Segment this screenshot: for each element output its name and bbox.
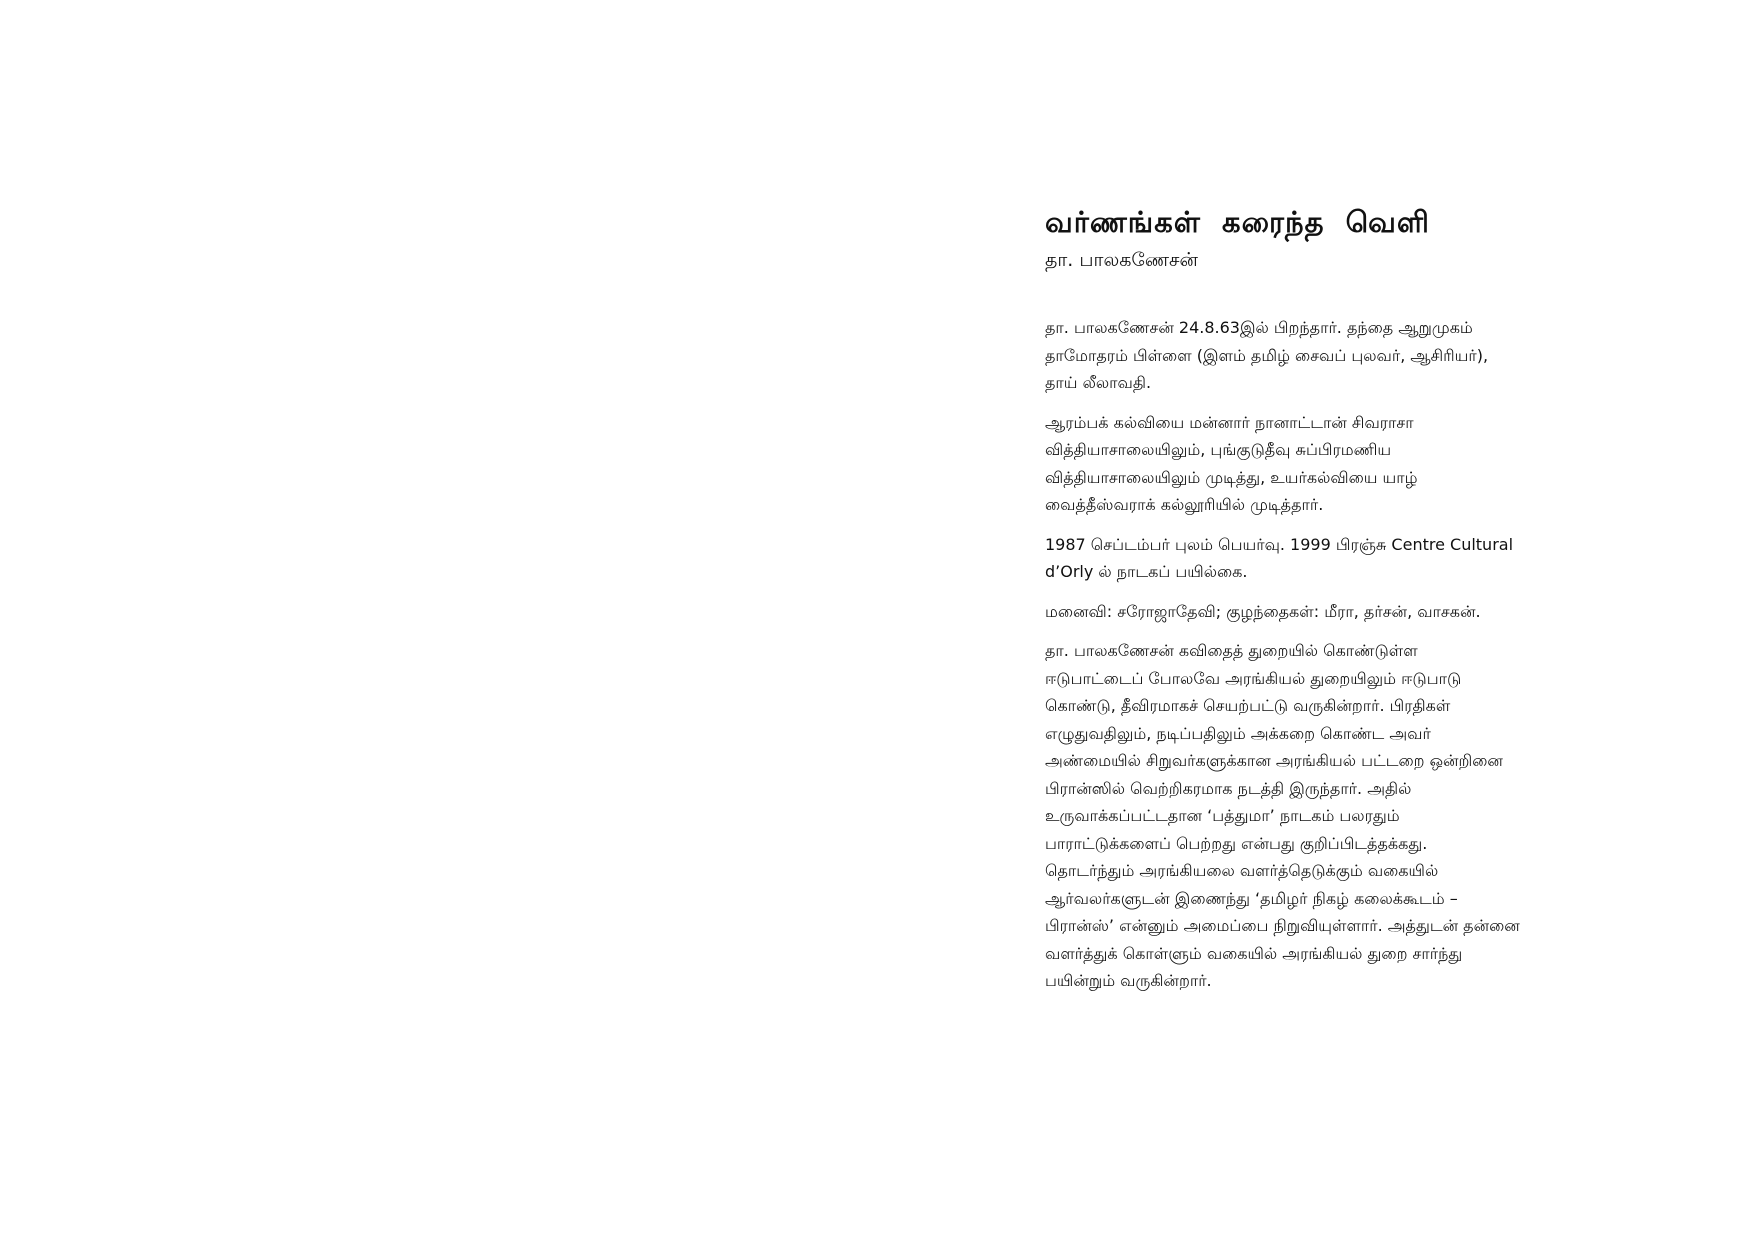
text-line: தா. பாலகணேசன் 24.8.63இல் பிறந்தார். தந்தை ஆறுமுகம் (1045, 318, 1473, 337)
book-title: வர்ணங்கள் கரைந்த வெளி (1045, 205, 1430, 239)
biography-paragraph (1045, 409, 1695, 519)
author-biography (1045, 314, 1695, 995)
text-line: தா. பாலகணேசன் கவிதைத் துறையில் கொண்டுள்ள (1045, 641, 1418, 660)
text-line: பயின்றும் வருகின்றார். (1045, 971, 1212, 990)
biography-paragraph (1045, 598, 1695, 626)
right-page (1045, 200, 1695, 1007)
text-line: ஆர்வலர்களுடன் இணைந்து ‘தமிழர் நிகழ் கலைக்கூடம் – (1045, 888, 1458, 908)
text-line: வைத்தீஸ்வராக் கல்லூரியில் முடித்தார். (1045, 495, 1324, 514)
text-line: தொடர்ந்தும் அரங்கியலை வளர்த்தெடுக்கும் வகையில் (1045, 861, 1439, 880)
biography-paragraph (1045, 637, 1695, 995)
text-line: தாமோதரம் பிள்ளை (இளம் தமிழ் சைவப் புலவர், ஆசிரியர்), (1045, 345, 1489, 365)
text-line: வளர்த்துக் கொள்ளும் வகையில் அரங்கியல் துறை சார்ந்து (1045, 943, 1463, 963)
author-name: தா. பாலகணேசன் (1045, 249, 1198, 271)
biography-paragraph (1045, 314, 1695, 397)
biography-paragraph (1045, 531, 1695, 586)
text-line: அண்மையில் சிறுவர்களுக்கான அரங்கியல் பட்டறை ஒன்றினை (1045, 751, 1503, 770)
text-line: மனைவி: சரோஜாதேவி; குழந்தைகள்: மீரா, தர்சன், வாசகன். (1045, 601, 1481, 621)
text-line: ஈடுபாட்டைப் போலவே அரங்கியல் துறையிலும் ஈடுபாடு (1045, 668, 1462, 688)
text-line: எழுதுவதிலும், நடிப்பதிலும் அக்கறை கொண்ட அவர் (1045, 723, 1431, 743)
text-line: கொண்டு, தீவிரமாகச் செயற்பட்டு வருகின்றார். பிரதிகள் (1045, 696, 1451, 715)
text-line: d’Orly ல் நாடகப் பயில்கை. (1045, 562, 1248, 581)
text-line: 1987 செப்டம்பர் புலம் பெயர்வு. 1999 பிரஞ்சு Centre Cultural (1045, 534, 1514, 554)
text-line: வித்தியாசாலையிலும், புங்குடுதீவு சுப்பிரமணிய (1045, 440, 1392, 459)
text-line: உருவாக்கப்பட்டதான ‘பத்துமா’ நாடகம் பலரதும் (1045, 806, 1400, 825)
text-line: ஆரம்பக் கல்வியை மன்னார் நானாட்டான் சிவராசா (1045, 412, 1414, 432)
text-line: தாய் லீலாவதி. (1045, 373, 1152, 392)
text-line: பிரான்ஸ்’ என்னும் அமைப்பை நிறுவியுள்ளார். அத்துடன் தன்னை (1045, 916, 1520, 935)
text-line: பாராட்டுக்களைப் பெற்றது என்பது குறிப்பிடத்தக்கது. (1045, 833, 1428, 853)
text-line: வித்தியாசாலையிலும் முடித்து, உயர்கல்வியை யாழ் (1045, 467, 1418, 487)
text-line: பிரான்ஸில் வெற்றிகரமாக நடத்தி இருந்தார். அதில் (1045, 778, 1412, 798)
